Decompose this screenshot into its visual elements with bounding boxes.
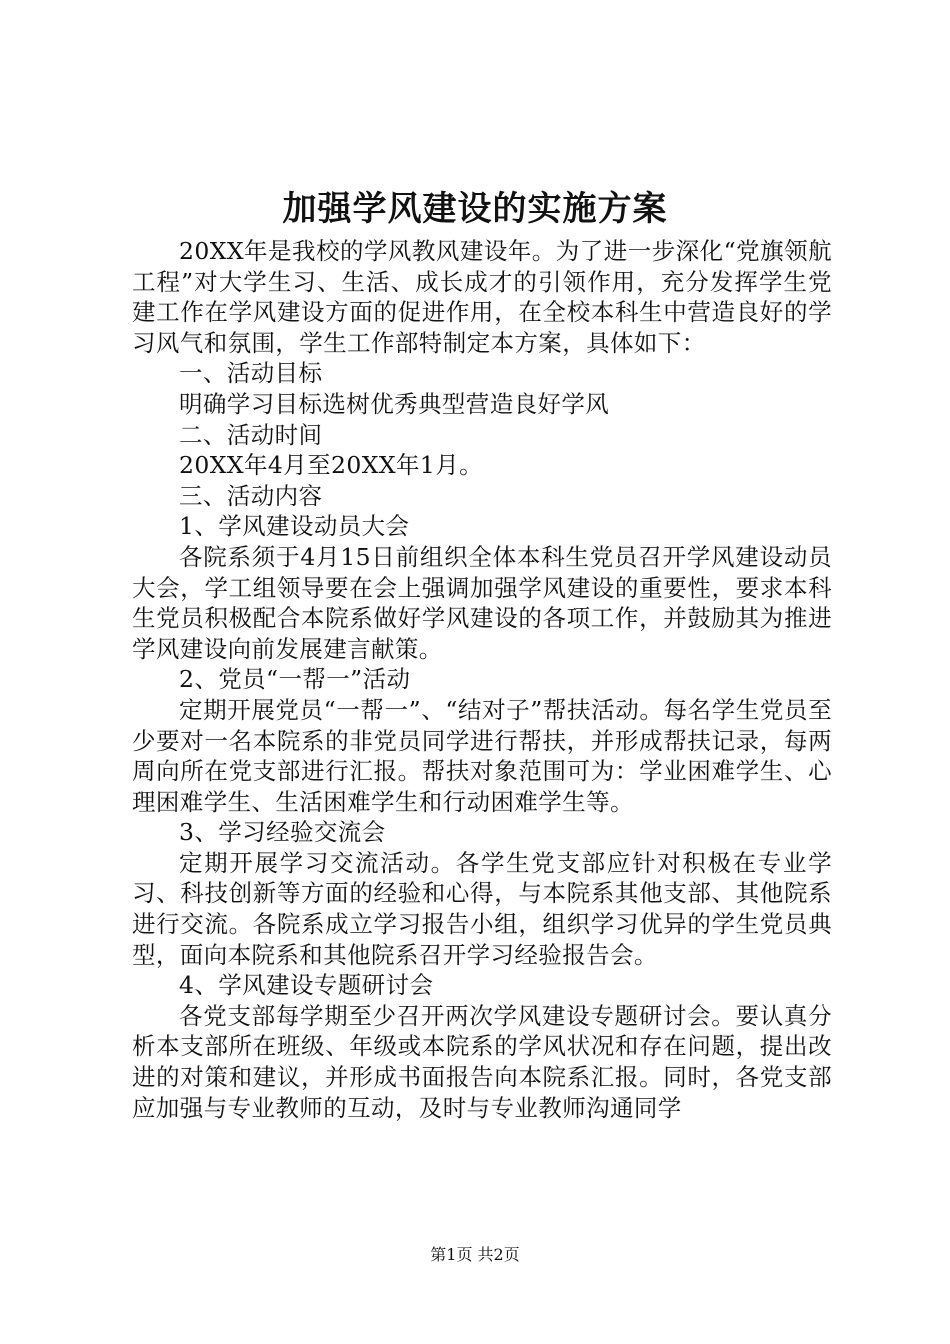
document-body (132, 236, 832, 1123)
subheading-mobilization-meeting: 1、学风建设动员大会 (179, 512, 410, 541)
subheading-experience-exchange: 3、学习经验交流会 (179, 818, 386, 847)
experience-exchange-paragraph: 定期开展学习交流活动。各学生党支部应针对积极在专业学习、科技创新等方面的经验和心得，与本院系其他支部、其他院系进行交流。各院系成立学习报告小组，组织学习优异的学生党员典型，面向本院系和其他院系召开学习经验报告会。 (132, 848, 832, 969)
goal-paragraph: 明确学习目标选树优秀典型营造良好学风 (179, 389, 610, 418)
subheading-one-helps-one: 2、党员“一帮一”活动 (179, 665, 411, 694)
document-title: 加强学风建设的实施方案 (282, 189, 668, 229)
section-heading-goal: 一、活动目标 (179, 359, 323, 388)
time-paragraph: 20XX年4月至20XX年1月。 (179, 451, 484, 480)
seminar-paragraph: 各党支部每学期至少召开两次学风建设专题研讨会。要认真分析本支部所在班级、年级或本院系的学风状况和存在问题，提出改进的对策和建议，并形成书面报告向本院系汇报。同时，各党支部应加强与专业教师的互动，及时与专业教师沟通同学 (132, 1001, 832, 1122)
page-number: 第1页 共2页 (430, 1245, 520, 1264)
subheading-seminar: 4、学风建设专题研讨会 (179, 971, 434, 1000)
section-heading-time: 二、活动时间 (179, 420, 323, 449)
one-helps-one-paragraph: 定期开展党员“一帮一”、“结对子”帮扶活动。每名学生党员至少要对一名本院系的非党员同学进行帮扶，并形成帮扶记录，每两周向所在党支部进行汇报。帮扶对象范围可为：学业困难学生、心理困难学生、生活困难学生和行动困难学生等。 (132, 695, 832, 816)
intro-paragraph: 20XX年是我校的学风教风建设年。为了进一步深化“党旗领航工程”对大学生习、生活、成长成才的引领作用，充分发挥学生党建工作在学风建设方面的促进作用，在全校本科生中营造良好的学习风气和氛围，学生工作部特制定本方案，具体如下： (132, 237, 832, 357)
section-heading-content: 三、活动内容 (179, 481, 323, 510)
mobilization-paragraph: 各院系须于4月15日前组织全体本科生党员召开学风建设动员大会，学工组领导要在会上强调加强学风建设的重要性，要求本科生党员积极配合本院系做好学风建设的各项工作，并鼓励其为推进学风建设向前发展建言献策。 (132, 542, 832, 663)
